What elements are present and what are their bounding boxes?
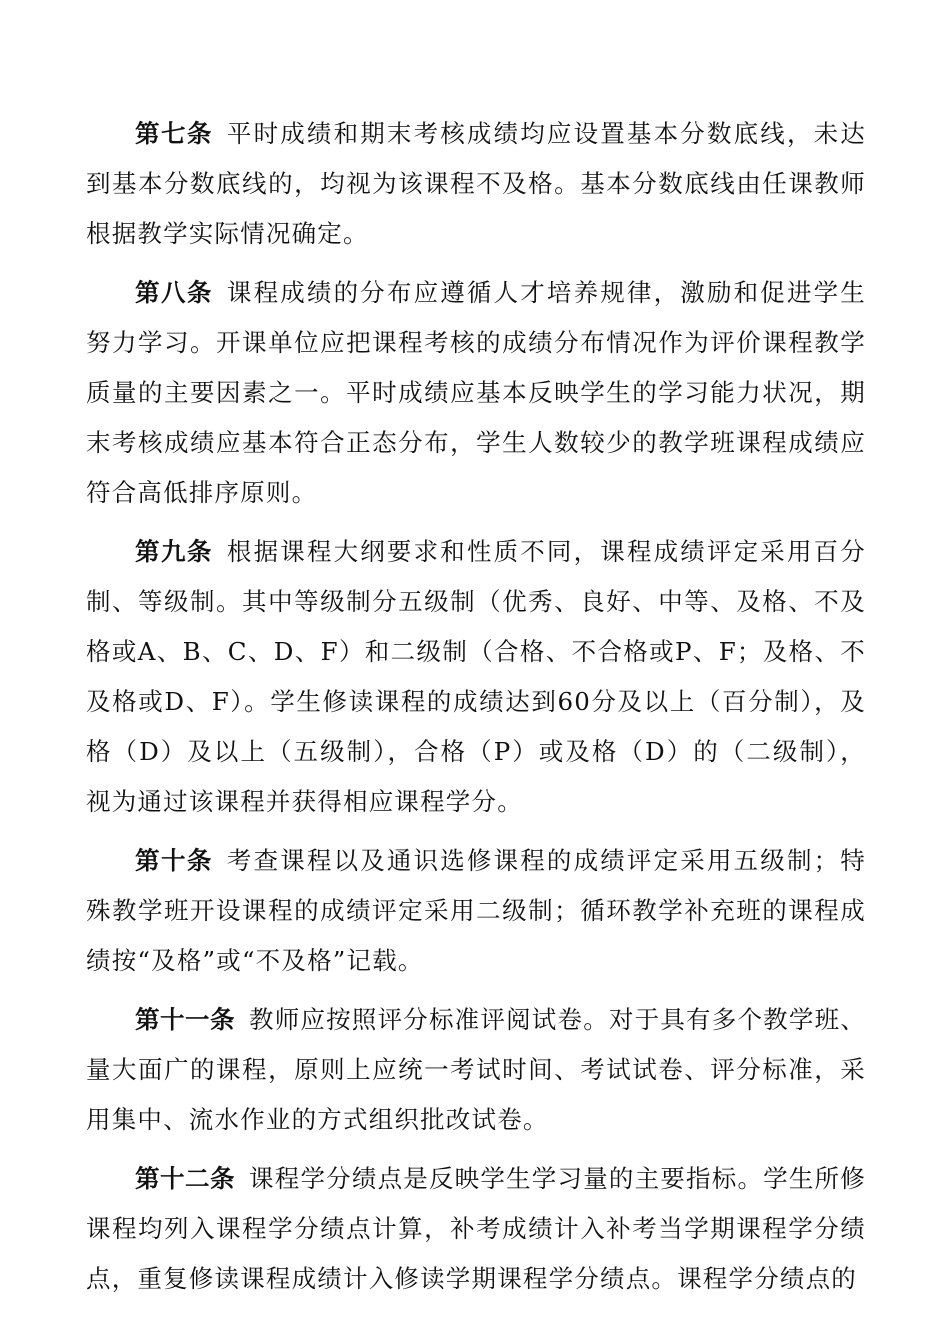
article-10: [86, 836, 866, 986]
article-body: 平时成绩和期末考核成绩均应设置基本分数底线，未达到基本分数底线的，均视为该课程不及格。基本分数底线由任课教师根据教学实际情况确定。: [86, 119, 866, 248]
article-title: 第七条: [135, 119, 213, 148]
article-7: [86, 109, 866, 259]
article-8: [86, 268, 866, 518]
article-11: [86, 995, 866, 1145]
article-title: 第九条: [135, 537, 213, 566]
article-body: 课程成绩的分布应遵循人才培养规律，激励和促进学生努力学习。开课单位应把课程考核的成绩分布情况作为评价课程教学质量的主要因素之一。平时成绩应基本反映学生的学习能力状况，期末考核成绩应基本符合正态分布，学生人数较少的教学班课程成绩应符合高低排序原则。: [86, 278, 866, 507]
article-body: 根据课程大纲要求和性质不同，课程成绩评定采用百分制、等级制。其中等级制分五级制（优秀、良好、中等、及格、不及格或A、B、C、D、F）和二级制（合格、不合格或P、F；及格、不及格或D、F）。学生修读课程的成绩达到60分及以上（百分制），及格（D）及以上（五级制），合格（P）或及格（D）的（二级制），视为通过该课程并获得相应课程学分。: [86, 537, 866, 816]
article-body: 课程学分绩点是反映学生学习量的主要指标。学生所修课程均列入课程学分绩点计算，补考成绩计入补考当学期课程学分绩点，重复修读课程成绩计入修读学期课程学分绩点。课程学分绩点的: [86, 1164, 866, 1293]
article-title: 第十一条: [135, 1005, 236, 1034]
article-title: 第八条: [135, 278, 213, 307]
article-12: [86, 1154, 866, 1304]
article-body: 教师应按照评分标准评阅试卷。对于具有多个教学班、量大面广的课程，原则上应统一考试时间、考试试卷、评分标准，采用集中、流水作业的方式组织批改试卷。: [86, 1005, 866, 1134]
document-page: [86, 109, 866, 1313]
article-body: 考查课程以及通识选修课程的成绩评定采用五级制；特殊教学班开设课程的成绩评定采用二级制；循环教学补充班的课程成绩按“及格”或“不及格”记载。: [86, 846, 866, 975]
article-9: [86, 527, 866, 827]
article-title: 第十条: [135, 846, 213, 875]
article-title: 第十二条: [135, 1164, 236, 1193]
